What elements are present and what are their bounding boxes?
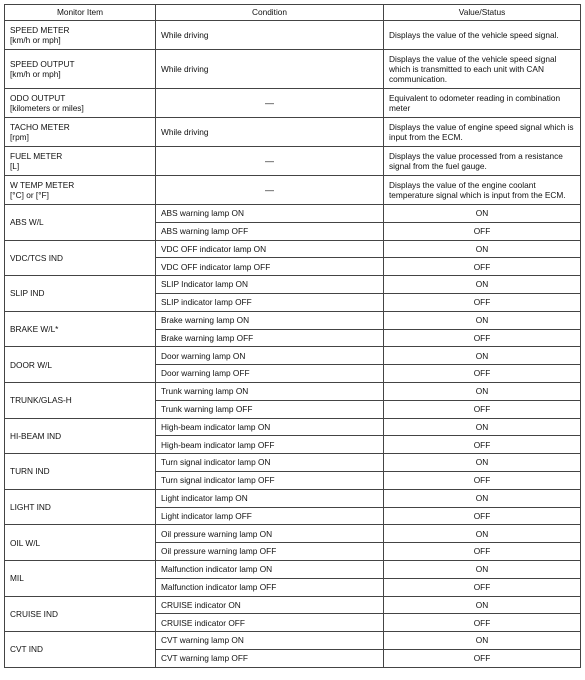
value-status-cell: ON [384,525,581,543]
condition-cell: Door warning lamp ON [156,347,384,365]
value-status-cell: Displays the value processed from a resistance signal from the fuel gauge. [384,147,581,176]
monitor-item-name: SPEED OUTPUT [10,58,75,69]
condition-cell: Malfunction indicator lamp OFF [156,578,384,596]
monitor-item-cell [5,50,156,89]
value-status-cell: ON [384,311,581,329]
value-status-cell: ON [384,596,581,614]
condition-cell: SLIP indicator lamp OFF [156,293,384,311]
monitor-item-cell: DOOR W/L [5,347,156,383]
monitor-item-cell: LIGHT IND [5,489,156,525]
value-status-cell: OFF [384,471,581,489]
table-row [5,525,581,543]
monitor-item-unit: [kilometers or miles] [10,103,84,113]
monitor-item-cell: SLIP IND [5,276,156,312]
monitor-item-cell: CVT IND [5,632,156,668]
value-status-cell: OFF [384,578,581,596]
monitor-item-cell [5,21,156,50]
table-row [5,382,581,400]
value-status-cell: OFF [384,436,581,454]
monitor-item-name: SPEED METER [10,24,70,35]
monitor-item-cell [5,176,156,205]
condition-cell: ABS warning lamp ON [156,205,384,223]
value-status-cell: OFF [384,614,581,632]
header-monitor-item: Monitor Item [5,5,156,21]
condition-cell: — [156,89,384,118]
value-status-cell: ON [384,632,581,650]
monitor-item-table [4,4,581,668]
value-status-cell: OFF [384,329,581,347]
condition-cell: Light indicator lamp ON [156,489,384,507]
condition-cell: ABS warning lamp OFF [156,222,384,240]
monitor-item-name: W TEMP METER [10,179,75,190]
condition-cell: Door warning lamp OFF [156,365,384,383]
value-status-cell: OFF [384,400,581,418]
condition-cell: CVT warning lamp ON [156,632,384,650]
value-status-cell: OFF [384,258,581,276]
condition-cell: — [156,147,384,176]
monitor-item-name: TACHO METER [10,121,70,132]
monitor-item-cell: ABS W/L [5,205,156,241]
condition-cell: Turn signal indicator lamp ON [156,454,384,472]
table-body [5,21,581,668]
header-value-status: Value/Status [384,5,581,21]
condition-cell: Light indicator lamp OFF [156,507,384,525]
table-row [5,176,581,205]
table-row [5,596,581,614]
monitor-item-cell: TURN IND [5,454,156,490]
table-row [5,89,581,118]
value-status-cell: ON [384,240,581,258]
value-status-cell: Displays the value of the engine coolant temperature signal which is input from the ECM. [384,176,581,205]
condition-cell: While driving [156,21,384,50]
monitor-item-unit: [°C] or [°F] [10,190,49,200]
table-row [5,454,581,472]
condition-cell: High-beam indicator lamp ON [156,418,384,436]
table-row [5,347,581,365]
table-header-row [5,5,581,21]
value-status-cell: ON [384,454,581,472]
table-row [5,560,581,578]
condition-cell: While driving [156,118,384,147]
table-row [5,276,581,294]
value-status-cell: ON [384,382,581,400]
monitor-item-cell [5,147,156,176]
value-status-cell: OFF [384,293,581,311]
value-status-cell: ON [384,560,581,578]
monitor-item-cell: CRUISE IND [5,596,156,632]
value-status-cell: ON [384,205,581,223]
value-status-cell: OFF [384,543,581,561]
value-status-cell: OFF [384,365,581,383]
header-condition: Condition [156,5,384,21]
value-status-cell: ON [384,276,581,294]
condition-cell: Oil pressure warning lamp OFF [156,543,384,561]
condition-cell: High-beam indicator lamp OFF [156,436,384,454]
value-status-cell: ON [384,418,581,436]
condition-cell: VDC OFF indicator lamp OFF [156,258,384,276]
value-status-cell: Displays the value of the vehicle speed signal. [384,21,581,50]
value-status-cell: Displays the value of engine speed signal which is input from the ECM. [384,118,581,147]
monitor-item-cell [5,89,156,118]
monitor-item-unit: [L] [10,161,20,171]
condition-cell: Turn signal indicator lamp OFF [156,471,384,489]
condition-cell: Oil pressure warning lamp ON [156,525,384,543]
value-status-cell: OFF [384,649,581,667]
table-row [5,418,581,436]
value-status-cell: OFF [384,222,581,240]
condition-cell: VDC OFF indicator lamp ON [156,240,384,258]
monitor-item-unit: [km/h or mph] [10,35,61,45]
condition-cell: CVT warning lamp OFF [156,649,384,667]
monitor-item-name: ODO OUTPUT [10,92,66,103]
condition-cell: — [156,176,384,205]
condition-cell: Brake warning lamp ON [156,311,384,329]
condition-cell: CRUISE indicator ON [156,596,384,614]
condition-cell: Malfunction indicator lamp ON [156,560,384,578]
monitor-item-cell: HI-BEAM IND [5,418,156,454]
monitor-item-cell: OIL W/L [5,525,156,561]
monitor-item-cell: BRAKE W/L* [5,311,156,347]
table-row [5,50,581,89]
table-row [5,489,581,507]
table-row [5,205,581,223]
condition-cell: Brake warning lamp OFF [156,329,384,347]
monitor-item-unit: [rpm] [10,132,29,142]
condition-cell: SLIP Indicator lamp ON [156,276,384,294]
table-row [5,311,581,329]
monitor-item-unit: [km/h or mph] [10,69,61,79]
monitor-item-name: FUEL METER [10,150,63,161]
value-status-cell: ON [384,489,581,507]
monitor-item-cell: TRUNK/GLAS-H [5,382,156,418]
monitor-item-cell: VDC/TCS IND [5,240,156,276]
condition-cell: While driving [156,50,384,89]
value-status-cell: OFF [384,507,581,525]
monitor-item-cell: MIL [5,560,156,596]
monitor-item-cell [5,118,156,147]
value-status-cell: ON [384,347,581,365]
table-row [5,21,581,50]
condition-cell: CRUISE indicator OFF [156,614,384,632]
table-row [5,147,581,176]
condition-cell: Trunk warning lamp OFF [156,400,384,418]
table-row [5,240,581,258]
value-status-cell: Displays the value of the vehicle speed signal which is transmitted to each unit with CAN communication. [384,50,581,89]
table-row [5,632,581,650]
condition-cell: Trunk warning lamp ON [156,382,384,400]
table-row [5,118,581,147]
value-status-cell: Equivalent to odometer reading in combination meter [384,89,581,118]
